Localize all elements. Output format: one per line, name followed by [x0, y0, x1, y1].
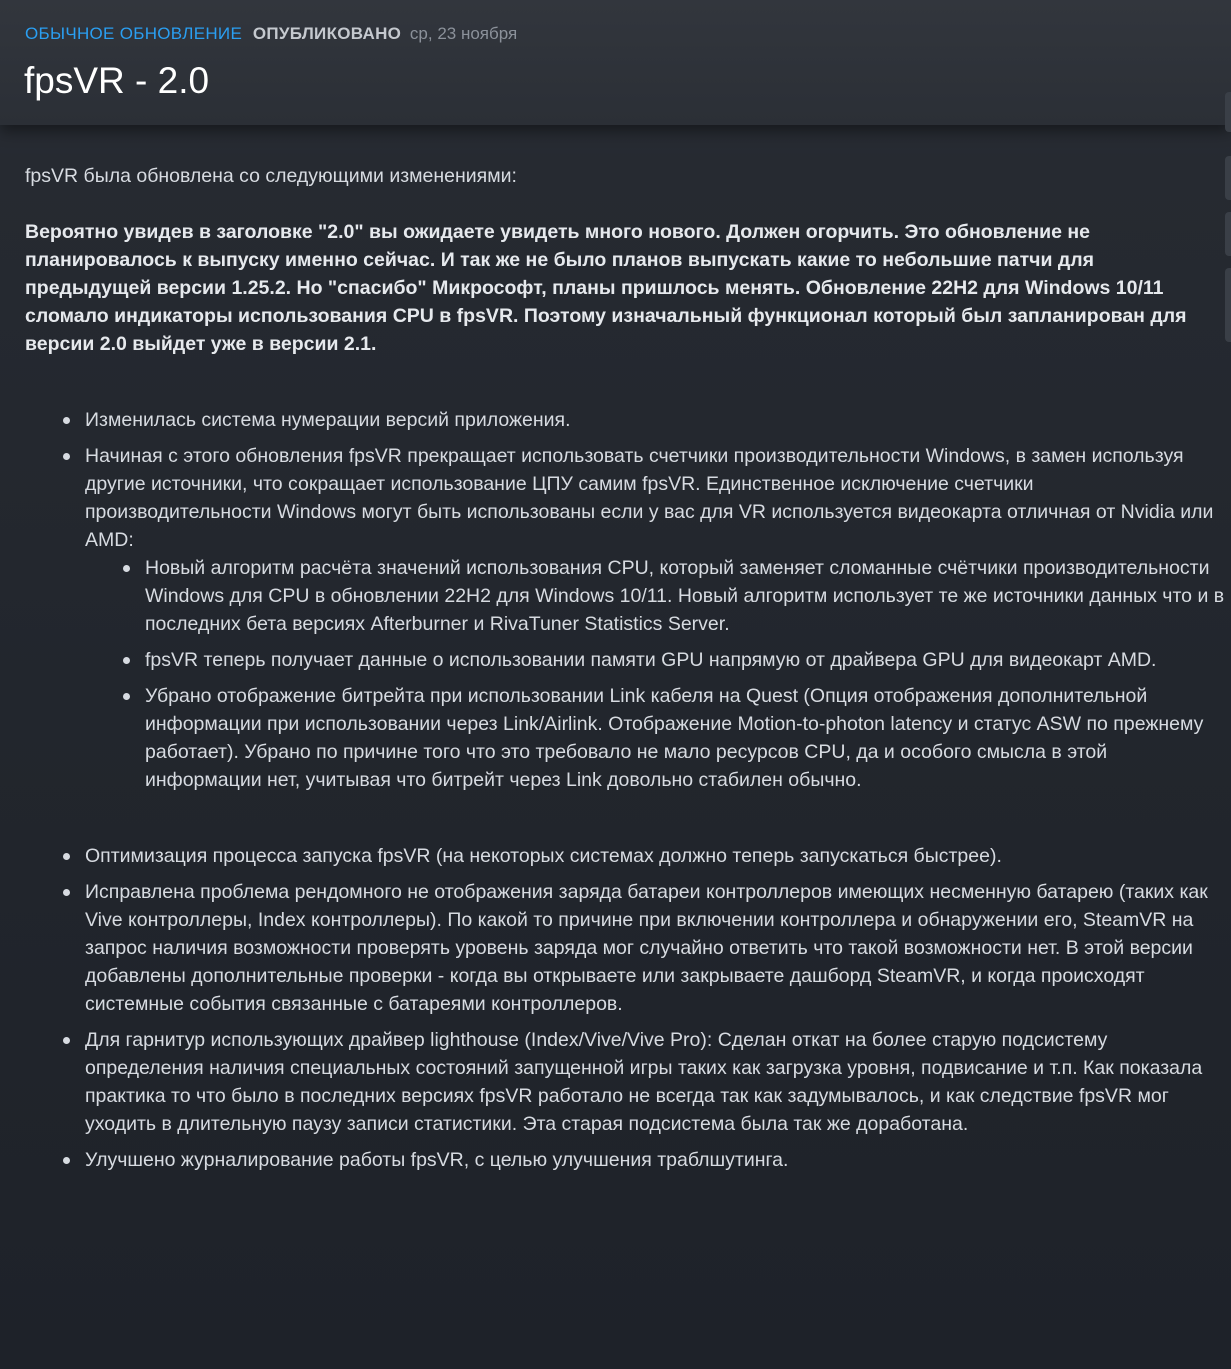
bold-paragraph: Вероятно увидев в заголовке "2.0" вы ожидаете увидеть много нового. Должен огорчить. Это обновление не планировалось к выпуску именно сейчас. И так же не было планов выпускать какие то небольшие патчи для предыдущей версии 1.25.2. Но "спасибо" Микрософт, планы пришлось менять. Обновление 22H2 для Windows 10/11 сломало индикаторы использования CPU в fpsVR. Поэтому изначальный функционал который был запланирован для версии 2.0 выйдет уже в версии 2.1.	[25, 221, 1187, 355]
change-list	[25, 406, 1225, 794]
list-item: Изменилась система нумерации версий приложения.	[25, 406, 1225, 434]
event-meta	[25, 23, 517, 45]
list-item-text: Начиная с этого обновления fpsVR прекращает использовать счетчики производительности Windows, в замен используя другие источники, что сокращает использование ЦПУ самим fpsVR. Единственное исключение счетчики производительности Windows могут быть использованы если у вас для VR используется видеокарта отличная от Nvidia или AMD:	[85, 445, 1214, 551]
side-tab[interactable]	[1225, 268, 1231, 342]
side-tab[interactable]	[1225, 212, 1231, 256]
sub-list	[85, 554, 1225, 794]
event-type-link[interactable]: ОБЫЧНОЕ ОБНОВЛЕНИЕ	[25, 24, 243, 43]
event-body	[25, 160, 1225, 1182]
sub-list-item: Новый алгоритм расчёта значений использования CPU, который заменяет сломанные счётчики производительности Windows для CPU в обновлении 22H2 для Windows 10/11. Новый алгоритм использует те же источники данных что и в последних бета версиях Afterburner и RivaTuner Statistics Server.	[85, 554, 1225, 638]
intro-text: fpsVR была обновлена со следующими изменениями:	[25, 165, 517, 187]
event-title: fpsVR - 2.0	[24, 60, 210, 101]
list-item	[25, 442, 1225, 794]
list-item: Исправлена проблема рендомного не отображения заряда батареи контроллеров имеющих несменную батарею (таких как Vive контроллеры, Index контроллеры). По какой то причине при включении контроллера и обнаружении его, SteamVR на запрос наличия возможности проверять уровень заряда мог случайно ответить что такой возможности нет. В этой версии добавлены дополнительные проверки - когда вы открываете или закрываете дашборд SteamVR, и когда происходят системные события связанные с батареями контроллеров.	[25, 878, 1225, 1018]
published-date: ср, 23 ноября	[409, 24, 518, 43]
side-tab[interactable]	[1225, 156, 1231, 200]
change-list	[25, 842, 1225, 1174]
list-item: Улучшено журналирование работы fpsVR, с целью улучшения траблшутинга.	[25, 1146, 1225, 1174]
event-header	[0, 0, 1231, 125]
list-item: Для гарнитур использующих драйвер lighthouse (Index/Vive/Vive Pro): Сделан откат на более старую подсистему определения наличия специальных состояний запущенной игры таких как загрузка уровня, подвисание и т.п. Как показала практика то что было в последних версиях fpsVR работало не всегда так как задумывалось, и как следствие fpsVR мог уходить в длительную паузу записи статистики. Эта старая подсистема была так же доработана.	[25, 1026, 1225, 1138]
sub-list-item: Убрано отображение битрейта при использовании Link кабеля на Quest (Опция отображения дополнительной информации при использовании через Link/Airlink. Отображение Motion-to-photon latency и статус ASW по прежнему работает). Убрано по причине того что это требовало не мало ресурсов CPU, да и особого смысла в этой информации нет, учитывая что битрейт через Link довольно стабилен обычно.	[85, 682, 1225, 794]
list-item: Оптимизация процесса запуска fpsVR (на некоторых системах должно теперь запускаться быстрее).	[25, 842, 1225, 870]
sub-list-item: fpsVR теперь получает данные о использовании памяти GPU напрямую от драйвера GPU для видеокарт AMD.	[85, 646, 1225, 674]
side-tab[interactable]	[1225, 92, 1231, 132]
published-label: ОПУБЛИКОВАНО	[252, 24, 402, 43]
